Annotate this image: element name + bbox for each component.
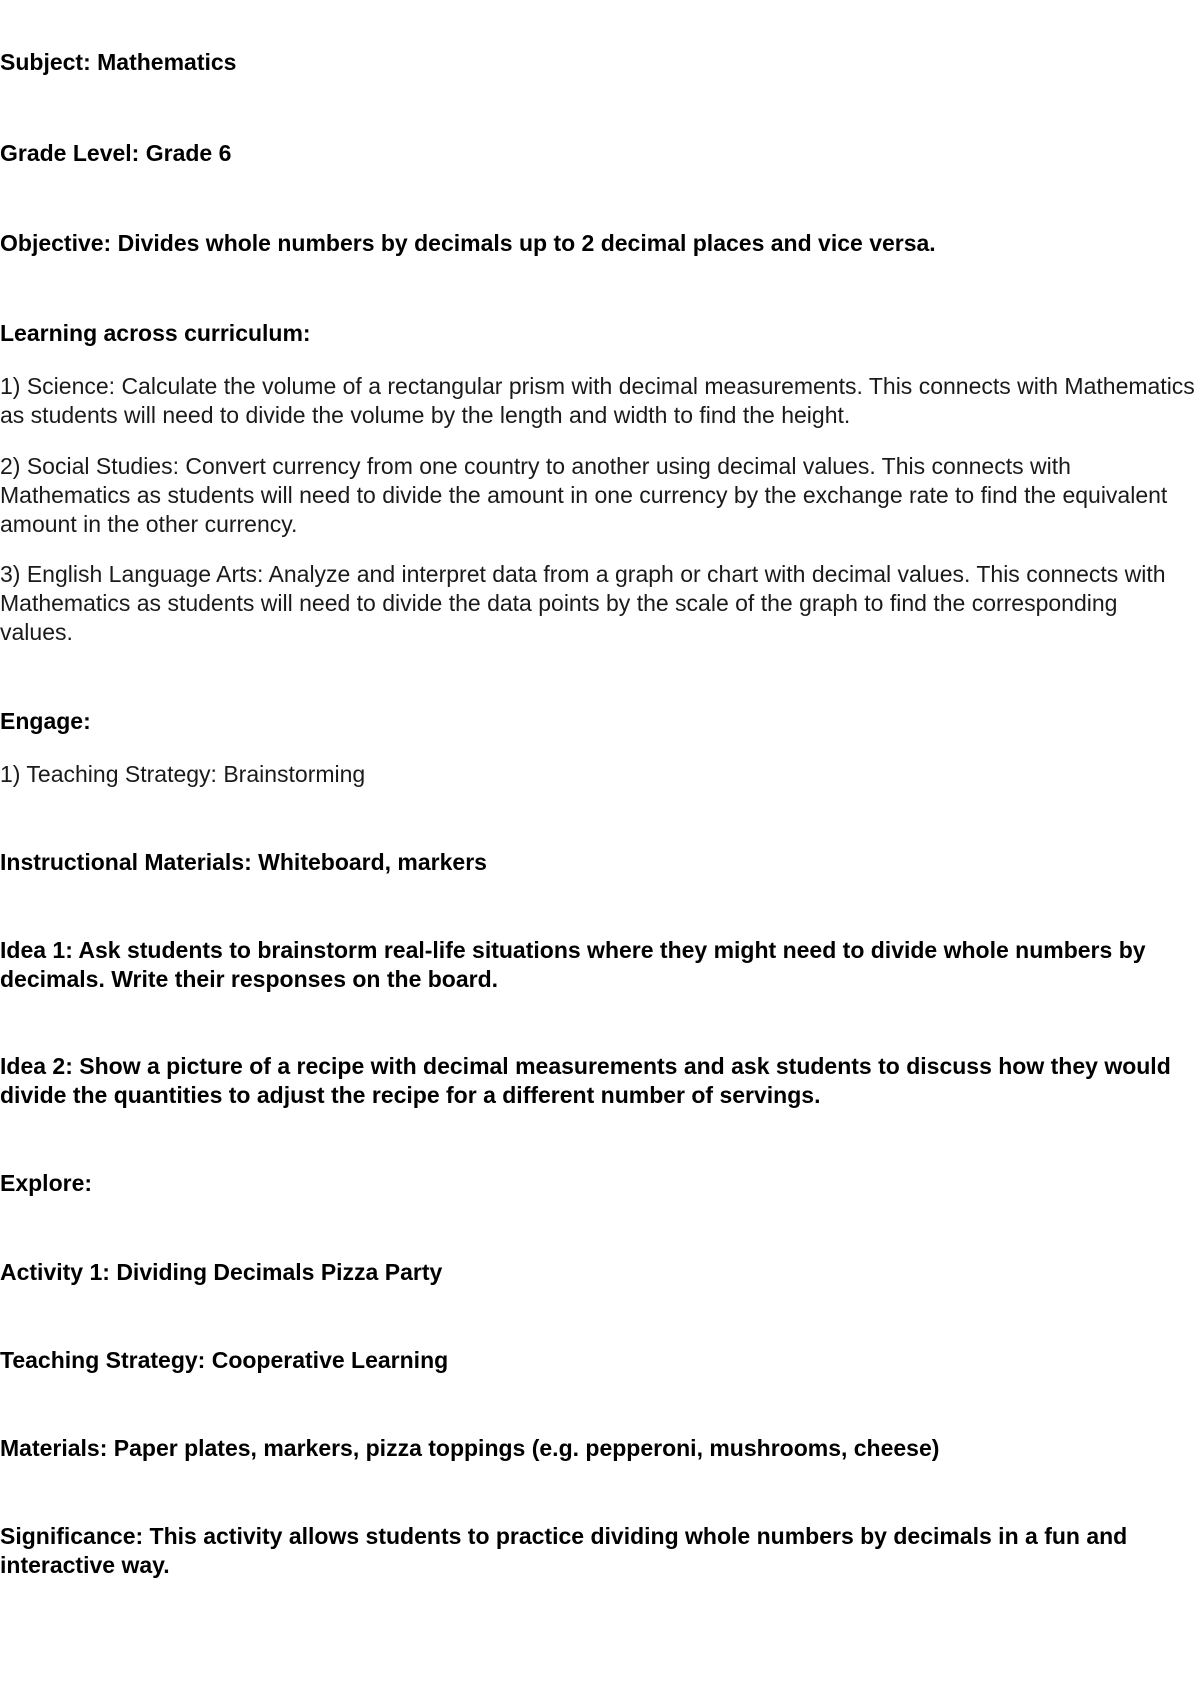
subject-line: Subject: Mathematics [0, 49, 237, 75]
explore-heading: Explore: [0, 1170, 93, 1196]
idea-1: Idea 1: Ask students to brainstorm real-life situations where they might need to divide whole numbers by decimals. Write their responses on the board. [0, 937, 1146, 992]
learning-item-social-studies: 2) Social Studies: Convert currency from one country to another using decimal values. This connects with Mathematics as students will need to divide the amount in one currency by the exchange rate to find the equivalent amount in the other currency. [0, 453, 1168, 537]
teaching-strategy: Teaching Strategy: Cooperative Learning [0, 1347, 449, 1373]
learning-heading: Learning across curriculum: [0, 320, 311, 346]
significance: Significance: This activity allows students to practice dividing whole numbers by decimals in a fun and interactive way. [0, 1523, 1128, 1578]
learning-item-english: 3) English Language Arts: Analyze and interpret data from a graph or chart with decimal values. This connects with Mathematics as students will need to divide the data points by the scale of the graph to find the corresponding values. [0, 561, 1166, 645]
grade-level-line: Grade Level: Grade 6 [0, 140, 232, 166]
learning-item-science: 1) Science: Calculate the volume of a rectangular prism with decimal measurements. This connects with Mathematics as students will need to divide the volume by the length and width to find the height. [0, 373, 1195, 428]
engage-heading: Engage: [0, 708, 91, 734]
objective-line: Objective: Divides whole numbers by decimals up to 2 decimal places and vice versa. [0, 230, 936, 256]
activity-1: Activity 1: Dividing Decimals Pizza Party [0, 1259, 443, 1285]
materials: Materials: Paper plates, markers, pizza toppings (e.g. pepperoni, mushrooms, cheese) [0, 1435, 940, 1461]
instructional-materials: Instructional Materials: Whiteboard, markers [0, 849, 487, 875]
engage-strategy: 1) Teaching Strategy: Brainstorming [0, 761, 366, 787]
idea-2: Idea 2: Show a picture of a recipe with decimal measurements and ask students to discuss how they would divide the quantities to adjust the recipe for a different number of servings. [0, 1053, 1171, 1108]
